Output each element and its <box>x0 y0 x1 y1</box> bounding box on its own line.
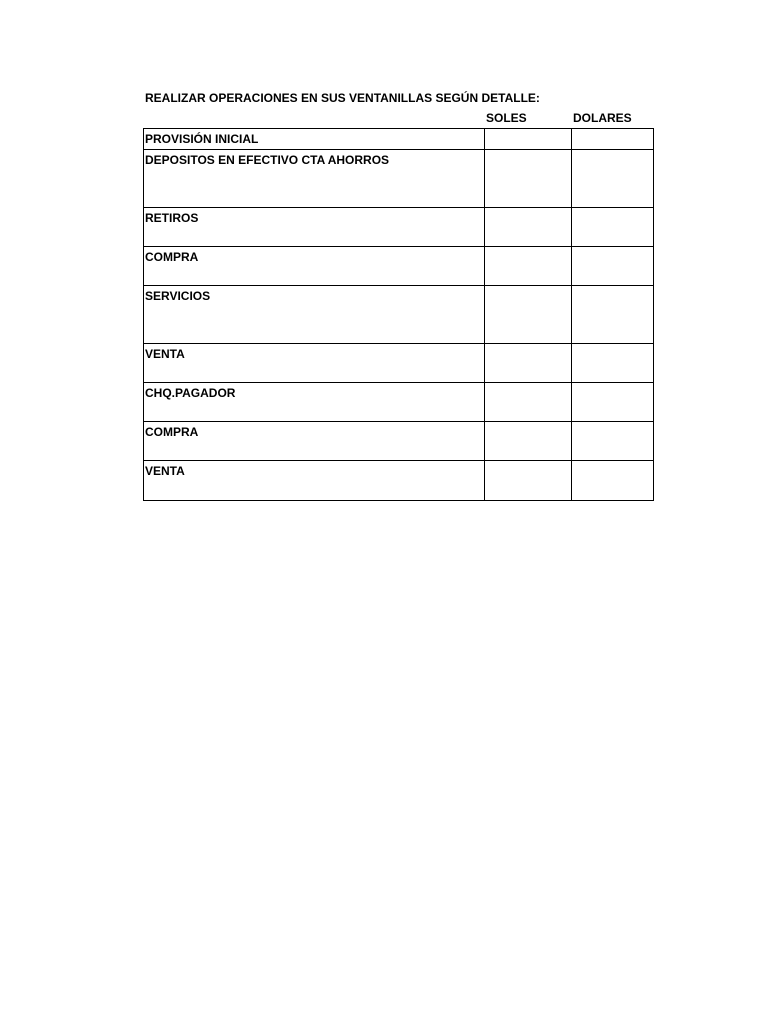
cell-soles[interactable] <box>485 150 572 208</box>
table-row <box>144 461 654 501</box>
cell-dolares[interactable] <box>572 286 654 344</box>
row-label-venta-2: VENTA <box>144 461 485 501</box>
document-title: REALIZAR OPERACIONES EN SUS VENTANILLAS SEGÚN DETALLE: <box>145 91 540 105</box>
cell-dolares[interactable] <box>572 461 654 501</box>
table-row <box>144 150 654 208</box>
cell-dolares[interactable] <box>572 208 654 247</box>
row-label-compra-2: COMPRA <box>144 422 485 461</box>
cell-soles[interactable] <box>485 129 572 150</box>
row-label-retiros: RETIROS <box>144 208 485 247</box>
cell-dolares[interactable] <box>572 383 654 422</box>
cell-dolares[interactable] <box>572 344 654 383</box>
table-row <box>144 344 654 383</box>
row-label-provision-inicial: PROVISIÓN INICIAL <box>144 129 485 150</box>
cell-dolares[interactable] <box>572 150 654 208</box>
table-row <box>144 422 654 461</box>
cell-soles[interactable] <box>485 208 572 247</box>
cell-soles[interactable] <box>485 422 572 461</box>
cell-soles[interactable] <box>485 461 572 501</box>
column-header-soles: SOLES <box>486 111 527 125</box>
table-row <box>144 208 654 247</box>
cell-soles[interactable] <box>485 383 572 422</box>
cell-dolares[interactable] <box>572 422 654 461</box>
cell-dolares[interactable] <box>572 247 654 286</box>
cell-soles[interactable] <box>485 247 572 286</box>
table-row <box>144 383 654 422</box>
row-label-depositos: DEPOSITOS EN EFECTIVO CTA AHORROS <box>144 150 485 208</box>
column-header-dolares: DOLARES <box>573 111 632 125</box>
table-row <box>144 247 654 286</box>
row-label-venta: VENTA <box>144 344 485 383</box>
cell-soles[interactable] <box>485 286 572 344</box>
table-row <box>144 286 654 344</box>
operations-table <box>143 128 654 501</box>
cell-soles[interactable] <box>485 344 572 383</box>
row-label-servicios: SERVICIOS <box>144 286 485 344</box>
row-label-chq-pagador: CHQ.PAGADOR <box>144 383 485 422</box>
row-label-compra: COMPRA <box>144 247 485 286</box>
table-row <box>144 129 654 150</box>
cell-dolares[interactable] <box>572 129 654 150</box>
